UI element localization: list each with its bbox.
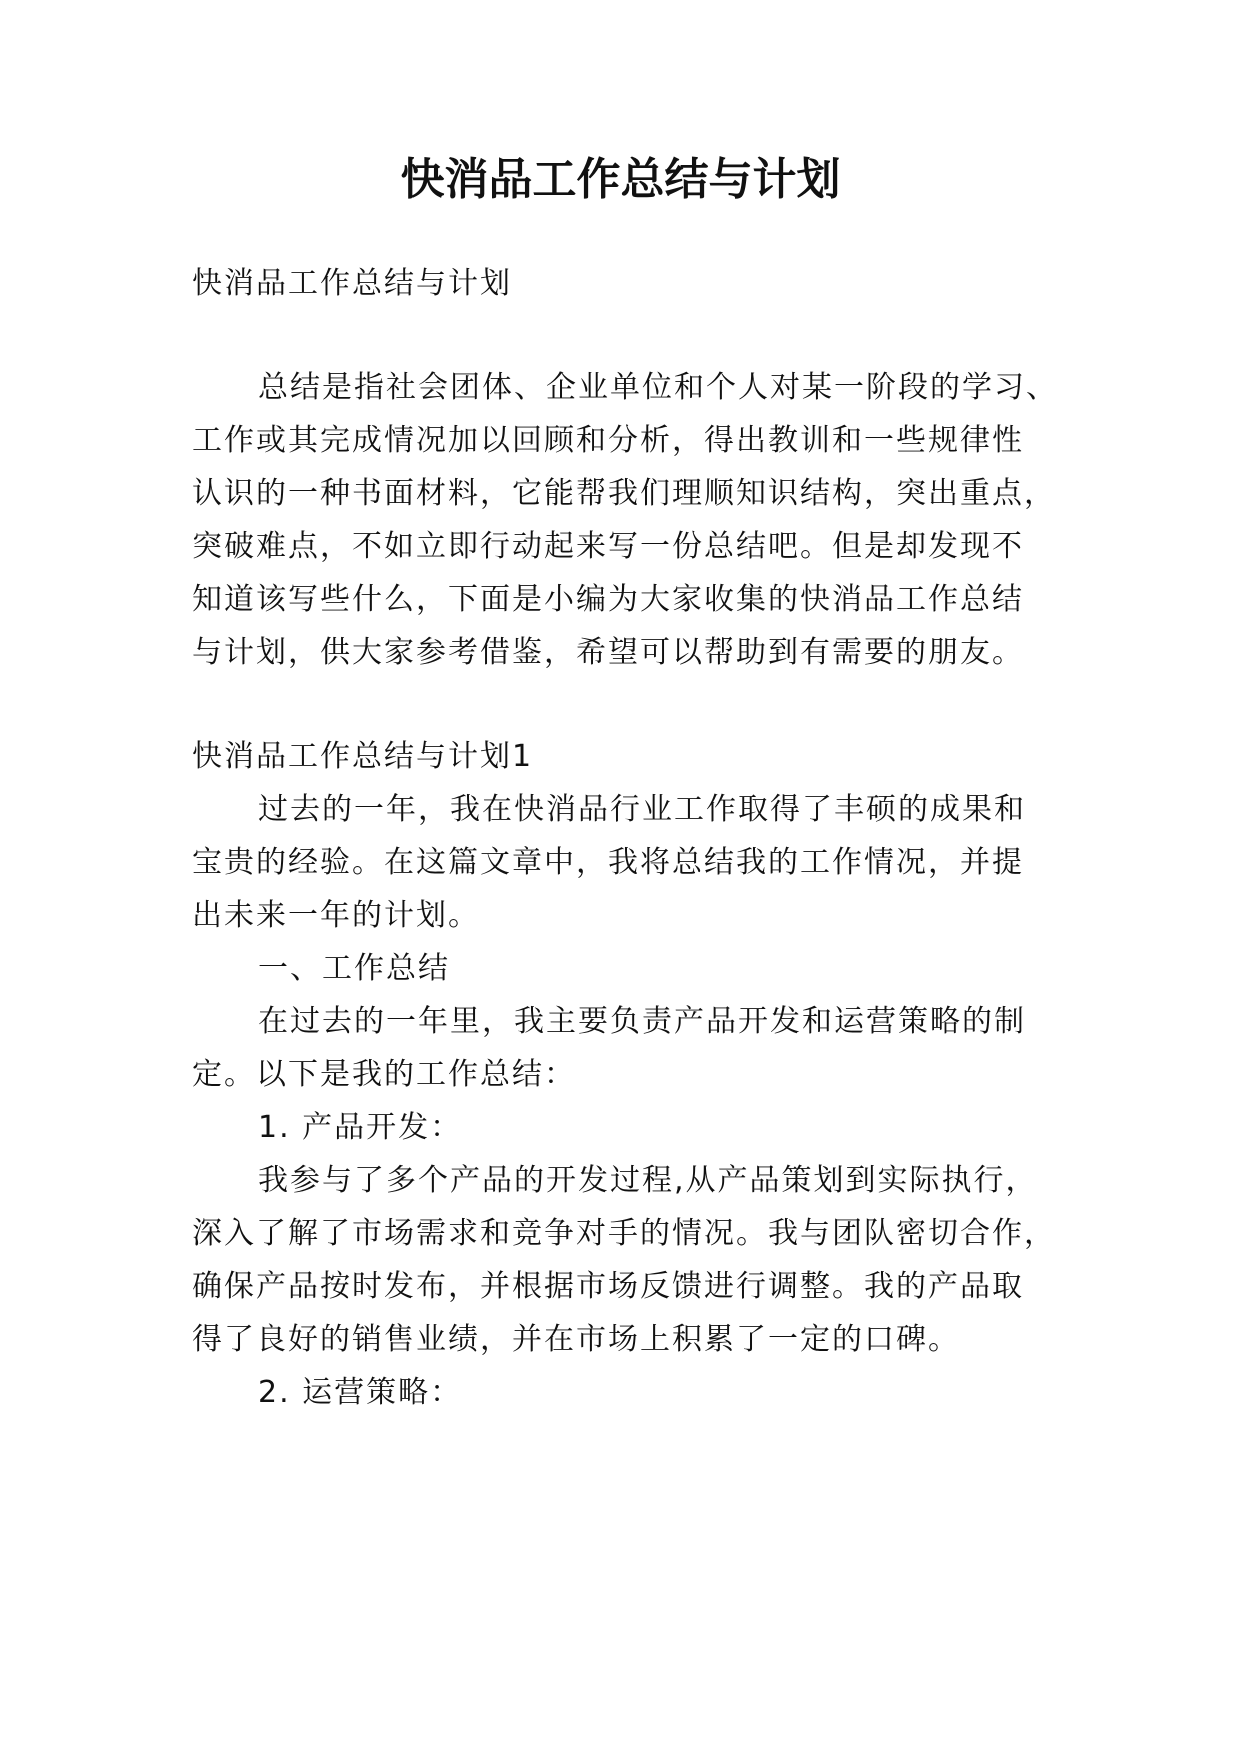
intro-line-6: 与计划，供大家参考借鉴，希望可以帮助到有需要的朋友。 <box>192 635 1024 670</box>
item1-line-4: 得了良好的销售业绩，并在市场上积累了一定的口碑。 <box>192 1322 960 1357</box>
item2-heading: 2. 运营策略： <box>258 1375 463 1410</box>
intro-line-1: 总结是指社会团体、企业单位和个人对某一阶段的学习、 <box>258 370 1058 405</box>
item1-line-2: 深入了解了市场需求和竞争对手的情况。我与团队密切合作， <box>192 1216 1056 1251</box>
section1-line-1: 过去的一年，我在快消品行业工作取得了丰硕的成果和 <box>258 792 1026 827</box>
intro-line-3: 认识的一种书面材料，它能帮我们理顺知识结构，突出重点， <box>192 476 1056 511</box>
subheading-work-summary: 一、工作总结 <box>258 951 450 986</box>
work-summary-line-1: 在过去的一年里，我主要负责产品开发和运营策略的制 <box>258 1004 1026 1039</box>
item1-heading: 1. 产品开发： <box>258 1110 463 1145</box>
section-heading: 快消品工作总结与计划1 <box>192 739 534 774</box>
intro-line-2: 工作或其完成情况加以回顾和分析，得出教训和一些规律性 <box>192 423 1024 458</box>
section1-line-3: 出未来一年的计划。 <box>192 898 480 933</box>
section1-line-2: 宝贵的经验。在这篇文章中，我将总结我的工作情况，并提 <box>192 845 1024 880</box>
item1-line-3: 确保产品按时发布，并根据市场反馈进行调整。我的产品取 <box>192 1269 1024 1304</box>
item1-line-1: 我参与了多个产品的开发过程,从产品策划到实际执行， <box>258 1163 1038 1198</box>
intro-line-5: 知道该写些什么，下面是小编为大家收集的快消品工作总结 <box>192 582 1024 617</box>
document-subtitle: 快消品工作总结与计划 <box>192 266 512 301</box>
document-title: 快消品工作总结与计划 <box>400 154 841 205</box>
intro-line-4: 突破难点，不如立即行动起来写一份总结吧。但是却发现不 <box>192 529 1024 564</box>
work-summary-line-2: 定。以下是我的工作总结： <box>192 1057 576 1092</box>
